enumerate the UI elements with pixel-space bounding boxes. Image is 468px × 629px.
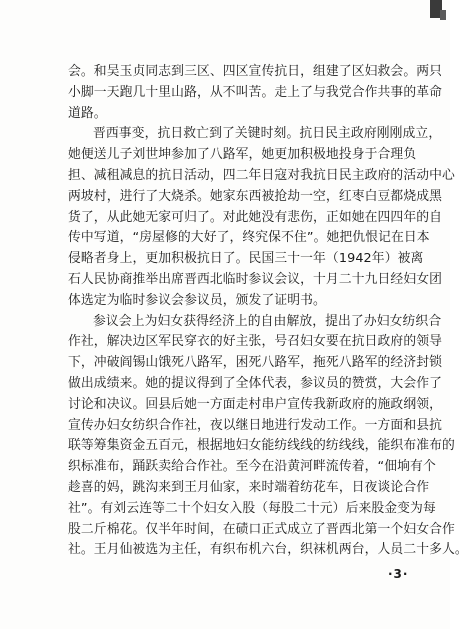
paragraph — [68, 312, 468, 562]
text-line: 织标准布，踊跃卖给合作社。至今在沿黄河畔流传着，“佃垧有个 — [68, 459, 436, 475]
text-line: 社”。有刘云连等二十个妇女入股（每股二十元）后来股金变为每 — [68, 500, 436, 516]
text-line: 两坡村，进行了大烧杀。她家东西被抢劫一空，红枣白豆都烧成黑 — [68, 188, 443, 204]
scan-artifact — [440, 10, 446, 20]
text-line: 联等筹集资金五百元，根据地妇女能纺线线的纺线线，能织布准布的 — [68, 438, 455, 454]
text-line: 货了，从此她无家可归了。对此她没有悲伤，正如她在四四年的自 — [68, 209, 443, 225]
text-line: 作社，解决边区军民穿衣的好主张，号召妇女要在抗日政府的领导 — [68, 334, 443, 350]
text-line: 石人民协商推举出席晋西北临时参议会议，十月二十九日经妇女团 — [68, 271, 443, 287]
text-line: 参议会上为妇女获得经济上的自由解放，提出了办妇女纺织合 — [93, 313, 442, 329]
text-line: 小脚一天跑几十里山路，从不叫苦。走上了与我党合作共事的革命 — [68, 84, 443, 100]
text-line: 股二斤棉花。仅半年时间，在碛口正式成立了晋西北第一个妇女合作 — [68, 521, 455, 537]
text-line: 体选定为临时参议会参议员，颁发了证明书。 — [68, 292, 326, 308]
page-number: ·3· — [388, 567, 409, 581]
text-line: 侵略者身上，更加积极抗日了。民国三十一年（1942年）被离 — [68, 251, 424, 267]
text-line: 道路。 — [68, 105, 107, 121]
text-line: 社。王月仙被选为主任，有织布机六台，织袜机两台，人员二十多人。 — [68, 542, 468, 558]
text-line: 传中写道，“房屋修的大好了，终究保不住”。她把仇恨记在日本 — [68, 230, 430, 246]
text-line: 会。和吴玉贞同志到三区、四区宣传抗日，组建了区妇救会。两只 — [68, 64, 443, 79]
text-line: 下，冲破阎锡山饿死八路军，困死八路军，拖死八路军的经济封锁 — [68, 355, 443, 371]
paragraph — [68, 124, 455, 311]
paragraph — [68, 62, 443, 124]
body-text — [68, 62, 468, 561]
text-line: 做出成绩来。她的提议得到了全体代表，参议员的赞赏，大会作了 — [68, 375, 443, 391]
text-line: 她便送儿子刘世坤参加了八路军，她更加积极地投身于合理负 — [68, 147, 417, 163]
text-line: 晋西事变，抗日救亡到了关键时刻。抗日民主政府刚刚成立， — [93, 126, 442, 142]
text-line: 趁喜的妈，跳沟来到王月仙家，来时端着纺花车，日夜谈论合作 — [68, 479, 430, 495]
text-line: 宣传办妇女纺织合作社，夜以继日地进行发动工作。一方面和县抗 — [68, 417, 443, 433]
text-line: 讨论和决议。回县后她一方面走村串户宣传我新政府的施政纲领， — [68, 396, 443, 412]
text-line: 担、减租减息的抗日活动，四二年日寇对我抗日民主政府的活动中心 — [68, 167, 455, 183]
